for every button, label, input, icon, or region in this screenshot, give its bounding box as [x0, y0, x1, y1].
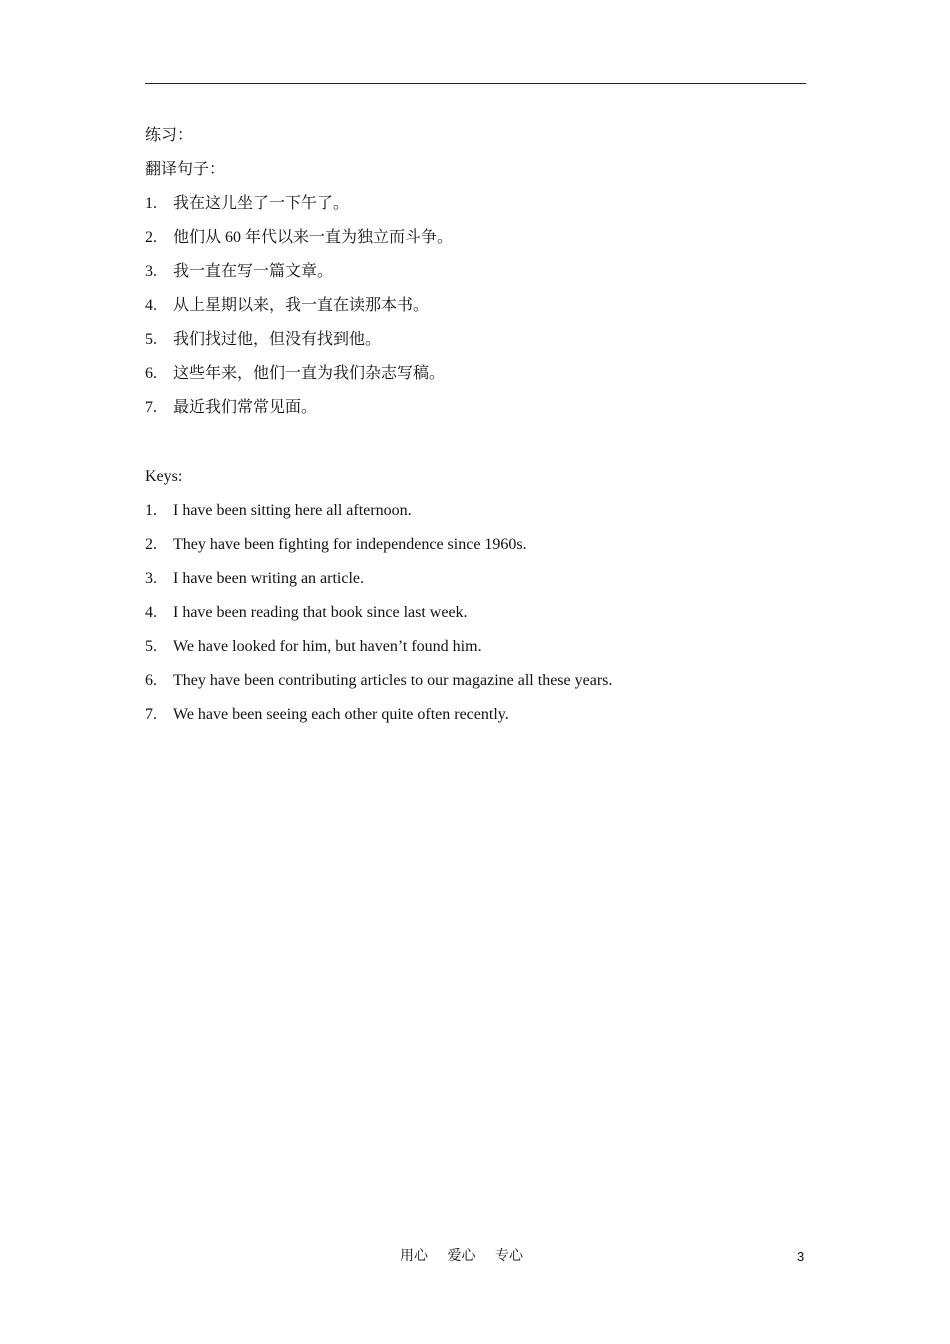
- keys-heading: Keys:: [145, 468, 183, 485]
- footer-motto: [400, 1248, 523, 1266]
- question-number: 2.: [145, 229, 157, 246]
- key-number: 5.: [145, 638, 157, 655]
- question-text: 最近我们常常见面。: [173, 399, 318, 416]
- question-number: 5.: [145, 331, 157, 348]
- footer-motto-item: 爱心: [447, 1249, 476, 1264]
- question-number: 1.: [145, 195, 157, 212]
- translate-heading: 翻译句子：: [145, 161, 226, 178]
- question-item: [145, 260, 806, 294]
- question-item: [145, 226, 806, 260]
- footer-motto-item: 专心: [495, 1249, 523, 1264]
- key-number: 7.: [145, 706, 157, 723]
- key-number: 2.: [145, 536, 157, 553]
- practice-label: 练习：: [145, 127, 194, 144]
- question-item: [145, 328, 806, 362]
- key-text: I have been sitting here all afternoon.: [173, 502, 412, 519]
- key-item: [145, 669, 806, 703]
- key-number: 3.: [145, 570, 157, 587]
- question-item: [145, 192, 806, 226]
- section-spacer: [145, 430, 806, 465]
- question-item: [145, 396, 806, 430]
- key-text: I have been writing an article.: [173, 570, 365, 587]
- question-number: 4.: [145, 297, 157, 314]
- question-text: 他们从 60 年代以来一直为独立而斗争。: [173, 229, 454, 246]
- question-number: 6.: [145, 365, 157, 382]
- key-item: [145, 499, 806, 533]
- key-item: [145, 635, 806, 669]
- question-text: 我在这儿坐了一下午了。: [173, 195, 350, 212]
- question-number: 7.: [145, 399, 157, 416]
- question-item: [145, 294, 806, 328]
- question-item: [145, 362, 806, 396]
- key-item: [145, 601, 806, 635]
- key-number: 6.: [145, 672, 157, 689]
- key-item: [145, 567, 806, 601]
- key-text: We have looked for him, but haven’t found him.: [173, 638, 482, 655]
- key-number: 1.: [145, 502, 157, 519]
- key-text: They have been contributing articles to our magazine all these years.: [173, 672, 613, 689]
- header-rule: [145, 83, 806, 84]
- page-number: 3: [797, 1249, 805, 1264]
- key-number: 4.: [145, 604, 157, 621]
- question-text: 从上星期以来，我一直在读那本书。: [173, 297, 430, 314]
- key-text: They have been fighting for independence since 1960s.: [173, 536, 527, 553]
- footer-motto-item: 用心: [400, 1249, 428, 1264]
- question-number: 3.: [145, 263, 157, 280]
- key-text: I have been reading that book since last week.: [173, 604, 468, 621]
- key-text: We have been seeing each other quite often recently.: [173, 706, 509, 723]
- key-item: [145, 533, 806, 567]
- document-body: [145, 124, 806, 737]
- question-text: 我一直在写一篇文章。: [173, 263, 334, 280]
- key-item: [145, 703, 806, 737]
- question-text: 这些年来，他们一直为我们杂志写稿。: [173, 365, 446, 382]
- question-text: 我们找过他，但没有找到他。: [173, 331, 382, 348]
